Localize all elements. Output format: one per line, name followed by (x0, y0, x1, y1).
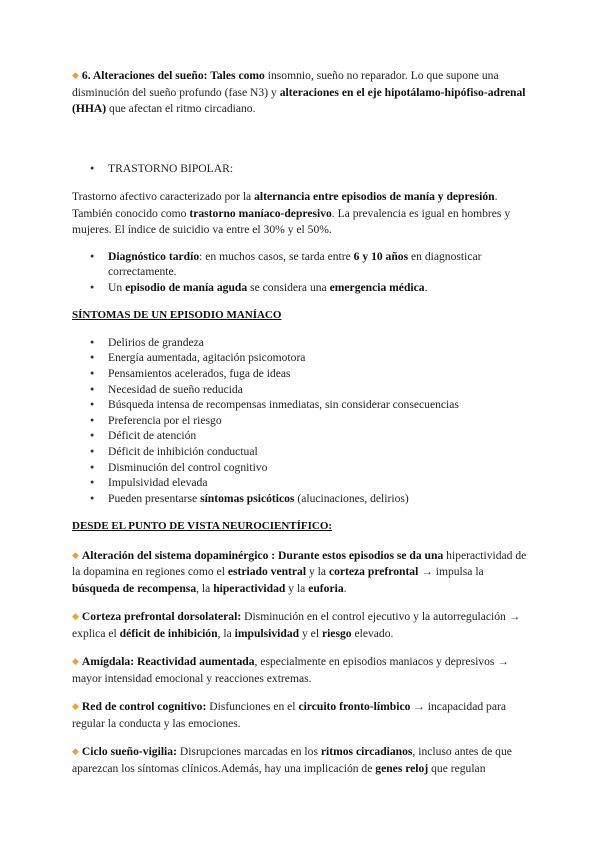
amygdala-paragraph: ◆ Amígdala: Reactividad aumentada, especialmente en episodios maniacos y depresivos → mayor intensidad emocional y reacciones extremas. (72, 655, 509, 685)
diamond-bullet-icon: ◆ (72, 701, 79, 712)
symptoms-list (72, 335, 530, 507)
list-item: ● Impulsividad elevada (72, 475, 530, 491)
list-item: ● Pensamientos acelerados, fuga de ideas (72, 366, 530, 382)
diamond-bullet-icon: ◆ (72, 549, 79, 560)
symptoms-heading: SÍNTOMAS DE UN EPISODIO MANÍACO (72, 309, 282, 322)
bipolar-bullets (72, 249, 530, 296)
list-item: ● Preferencia por el riesgo (72, 413, 530, 429)
document-page (72, 68, 530, 777)
bipolar-heading: ● TRASTORNO BIPOLAR: (72, 161, 530, 177)
list-item: ● Pueden presentarse síntomas psicóticos (alucinaciones, delirios) (72, 491, 530, 507)
diamond-bullet-icon: ◆ (72, 611, 79, 622)
dopamine-paragraph: ◆ Alteración del sistema dopaminérgico : Durante estos episodios se da una hiperactividad de la dopamina en regiones como el estriado ventral y la corteza prefrontal → impulsa la búsqueda de recompensa, la hiperactividad y la euforia. (72, 548, 527, 595)
neuro-heading: DESDE EL PUNTO DE VISTA NEUROCIENTÍFICO: (72, 520, 333, 533)
list-item: ● Disminución del control cognitivo (72, 460, 530, 476)
list-item: ● Déficit de atención (72, 428, 530, 444)
prefrontal-paragraph: ◆ Corteza prefrontal dorsolateral: Disminución en el control ejecutivo y la autorregulación → explica el déficit de inhibición, la impulsividad y el riesgo elevado. (72, 610, 521, 640)
list-item: ● Déficit de inhibición conductual (72, 444, 530, 460)
bipolar-intro: Trastorno afectivo caracterizado por la alternancia entre episodios de manía y depresión. También conocido como trastorno maníaco-depresivo. La prevalencia es igual en hombres y mujeres. El índice de suicidio va entre el 30% y el 50%. (72, 190, 511, 237)
cognitive-control-paragraph: ◆ Red de control cognitivo: Disfunciones en el circuito fronto-límbico → incapacidad para regular la conducta y las emociones. (72, 700, 506, 730)
bipolar-heading-list (72, 161, 530, 177)
list-item: ● Delirios de grandeza (72, 335, 530, 351)
sleep-paragraph: ◆ 6. Alteraciones del sueño: Tales como insomnio, sueño no reparador. Lo que supone una disminución del sueño profundo (fase N3) y alteraciones en el eje hipotálamo-hipófiso-adrenal (HHA) que afectan el ritmo circadiano. (72, 69, 526, 115)
diamond-bullet-icon: ◆ (72, 656, 79, 667)
list-item: ● Un episodio de manía aguda se considera una emergencia médica. (72, 280, 530, 296)
sleep-wake-paragraph: ◆ Ciclo sueño-vigilia: Disrupciones marcadas en los ritmos circadianos, incluso antes de que aparezcan los síntomas clínicos.Además, hay una implicación de genes reloj que regulan (72, 745, 512, 775)
diamond-bullet-icon: ◆ (72, 70, 79, 80)
list-item: ● Energía aumentada, agitación psicomotora (72, 350, 530, 366)
list-item: ● Diagnóstico tardío: en muchos casos, se tarda entre 6 y 10 años en diagnosticar correctamente. (72, 249, 530, 280)
diamond-bullet-icon: ◆ (72, 746, 79, 757)
list-item: ● Búsqueda intensa de recompensas inmediatas, sin considerar consecuencias (72, 397, 530, 413)
list-item: ● Necesidad de sueño reducida (72, 382, 530, 398)
